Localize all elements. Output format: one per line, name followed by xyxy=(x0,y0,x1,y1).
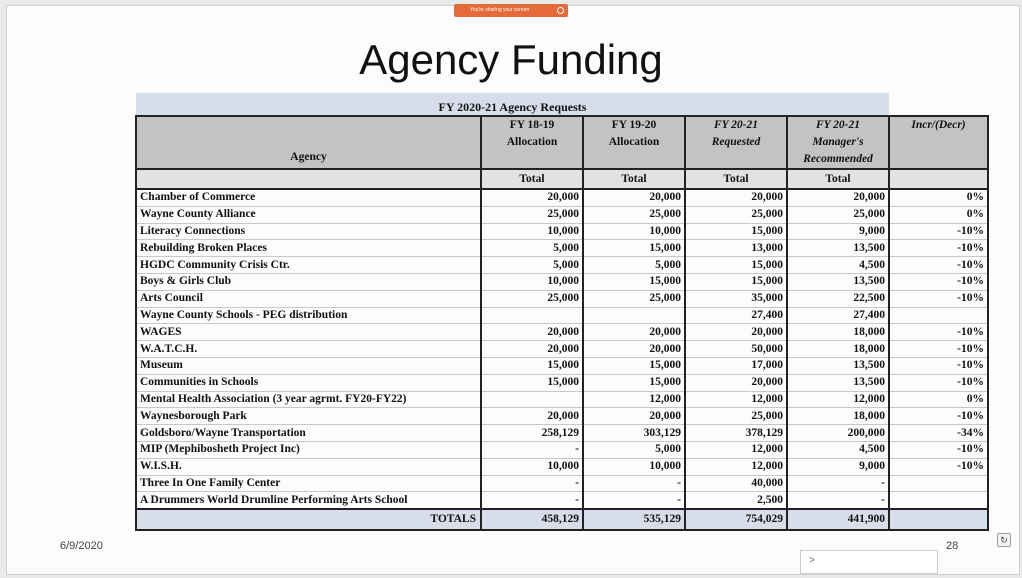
table-super-header: FY 2020-21 Agency Requests xyxy=(136,93,889,116)
agency-name: Wayne County Alliance xyxy=(136,206,481,223)
fy1920-value: 10,000 xyxy=(583,223,685,240)
table-row xyxy=(136,408,988,425)
totals-incr-decr xyxy=(889,509,988,530)
table-row xyxy=(136,341,988,358)
fy1819-value: 15,000 xyxy=(481,357,583,374)
incr-decr-value: -10% xyxy=(889,458,988,475)
subheader-total: Total xyxy=(685,169,787,189)
incr-decr-value: -10% xyxy=(889,324,988,341)
table-row xyxy=(136,475,988,492)
agency-name: W.A.T.C.H. xyxy=(136,341,481,358)
incr-decr-value: -10% xyxy=(889,357,988,374)
fy1819-value xyxy=(481,307,583,324)
fy2021-requested-value: 27,400 xyxy=(685,307,787,324)
fy2021-requested-value: 15,000 xyxy=(685,223,787,240)
fy2021-manager-value: 27,400 xyxy=(787,307,889,324)
fy1819-value: - xyxy=(481,475,583,492)
fy1920-value xyxy=(583,307,685,324)
fy2021-requested-value: 12,000 xyxy=(685,391,787,408)
agency-name: Mental Health Association (3 year agrmt. FY20-FY22) xyxy=(136,391,481,408)
fy1920-value: 10,000 xyxy=(583,458,685,475)
fy2021-requested-value: 50,000 xyxy=(685,341,787,358)
slide-page-number: 28 xyxy=(946,540,959,552)
incr-decr-value: -10% xyxy=(889,290,988,307)
agency-name: A Drummers World Drumline Performing Arts School xyxy=(136,492,481,509)
agency-name: Chamber of Commerce xyxy=(136,189,481,206)
table-row xyxy=(136,492,988,509)
fy2021-manager-value: 18,000 xyxy=(787,324,889,341)
fy1920-value: 15,000 xyxy=(583,273,685,290)
fy2021-manager-value: 13,500 xyxy=(787,240,889,257)
totals-row xyxy=(136,509,988,530)
table-row xyxy=(136,206,988,223)
fy2021-requested-value: 378,129 xyxy=(685,425,787,442)
header-fy2021-manager: FY 20-21 Manager's Recommended xyxy=(787,116,889,169)
agency-name: MIP (Mephibosheth Project Inc) xyxy=(136,441,481,458)
fy1920-value: 303,129 xyxy=(583,425,685,442)
subheader-total: Total xyxy=(787,169,889,189)
fy2021-requested-value: 20,000 xyxy=(685,324,787,341)
fy1920-value: 25,000 xyxy=(583,206,685,223)
slide-date: 6/9/2020 xyxy=(60,540,103,552)
incr-decr-value: -34% xyxy=(889,425,988,442)
table-row xyxy=(136,240,988,257)
fy1920-value: 5,000 xyxy=(583,257,685,274)
table-body xyxy=(136,189,988,509)
table-total-subheader-row xyxy=(136,169,988,189)
table-row xyxy=(136,357,988,374)
fy2021-requested-value: 20,000 xyxy=(685,189,787,206)
fy1920-value: 5,000 xyxy=(583,441,685,458)
fy2021-manager-value: 13,500 xyxy=(787,374,889,391)
fy1819-value: 20,000 xyxy=(481,324,583,341)
table-row xyxy=(136,391,988,408)
fy1920-value: 20,000 xyxy=(583,189,685,206)
table-row xyxy=(136,257,988,274)
fy2021-manager-value: - xyxy=(787,475,889,492)
fy2021-manager-value: 4,500 xyxy=(787,257,889,274)
fy1920-value: - xyxy=(583,475,685,492)
incr-decr-value: -10% xyxy=(889,240,988,257)
fy1819-value: 10,000 xyxy=(481,223,583,240)
incr-decr-value: -10% xyxy=(889,441,988,458)
fy1920-value: 20,000 xyxy=(583,408,685,425)
agency-name: Waynesborough Park xyxy=(136,408,481,425)
fy2021-requested-value: 2,500 xyxy=(685,492,787,509)
fy2021-requested-value: 15,000 xyxy=(685,273,787,290)
agency-name: Boys & Girls Club xyxy=(136,273,481,290)
fy1819-value xyxy=(481,391,583,408)
funding-table-container xyxy=(135,93,989,531)
fy2021-manager-value: 9,000 xyxy=(787,458,889,475)
header-agency: Agency xyxy=(136,116,481,169)
fy2021-manager-value: 200,000 xyxy=(787,425,889,442)
table-row xyxy=(136,425,988,442)
fy1819-value: 20,000 xyxy=(481,189,583,206)
slide-title: Agency Funding xyxy=(359,36,663,83)
fy1819-value: 25,000 xyxy=(481,206,583,223)
table-row xyxy=(136,458,988,475)
table-header-row xyxy=(136,116,988,169)
fy1819-value: 5,000 xyxy=(481,240,583,257)
table-row xyxy=(136,273,988,290)
agency-name: W.I.S.H. xyxy=(136,458,481,475)
table-row xyxy=(136,324,988,341)
agency-name: HGDC Community Crisis Ctr. xyxy=(136,257,481,274)
incr-decr-value: -10% xyxy=(889,273,988,290)
agency-name: Museum xyxy=(136,357,481,374)
fy2021-requested-value: 40,000 xyxy=(685,475,787,492)
incr-decr-value xyxy=(889,492,988,509)
fy2021-manager-value: 9,000 xyxy=(787,223,889,240)
funding-table xyxy=(135,93,989,531)
fy1819-value: - xyxy=(481,441,583,458)
header-incr-decr: Incr/(Decr) xyxy=(889,116,988,169)
header-fy2021-requested: FY 20-21 Requested xyxy=(685,116,787,169)
table-row xyxy=(136,307,988,324)
table-super-header-row xyxy=(136,93,988,116)
table-row xyxy=(136,374,988,391)
stop-share-icon[interactable] xyxy=(557,7,564,14)
totals-fy2021-manager: 441,900 xyxy=(787,509,889,530)
totals-fy1920: 535,129 xyxy=(583,509,685,530)
fy2021-manager-value: - xyxy=(787,492,889,509)
incr-decr-value xyxy=(889,307,988,324)
agency-name: Arts Council xyxy=(136,290,481,307)
subheader-total: Total xyxy=(583,169,685,189)
fy1920-value: - xyxy=(583,492,685,509)
incr-decr-value: 0% xyxy=(889,206,988,223)
table-row xyxy=(136,189,988,206)
fy1819-value: 15,000 xyxy=(481,374,583,391)
totals-fy2021-requested: 754,029 xyxy=(685,509,787,530)
fy2021-requested-value: 13,000 xyxy=(685,240,787,257)
fy1920-value: 15,000 xyxy=(583,240,685,257)
fy2021-manager-value: 20,000 xyxy=(787,189,889,206)
fy1920-value: 20,000 xyxy=(583,324,685,341)
fy1819-value: 258,129 xyxy=(481,425,583,442)
fy1819-value: 5,000 xyxy=(481,257,583,274)
fy2021-requested-value: 20,000 xyxy=(685,374,787,391)
fy2021-requested-value: 35,000 xyxy=(685,290,787,307)
fy1819-value: 10,000 xyxy=(481,273,583,290)
fy2021-requested-value: 17,000 xyxy=(685,357,787,374)
refresh-icon[interactable]: ↻ xyxy=(997,533,1011,547)
totals-label: TOTALS xyxy=(136,509,481,530)
fy1819-value: 10,000 xyxy=(481,458,583,475)
fy2021-manager-value: 18,000 xyxy=(787,341,889,358)
fy2021-requested-value: 25,000 xyxy=(685,408,787,425)
incr-decr-value: -10% xyxy=(889,341,988,358)
fy2021-requested-value: 25,000 xyxy=(685,206,787,223)
incr-decr-value: -10% xyxy=(889,408,988,425)
screen-share-banner[interactable] xyxy=(454,4,568,17)
table-row xyxy=(136,290,988,307)
fy2021-manager-value: 18,000 xyxy=(787,408,889,425)
agency-name: Rebuilding Broken Places xyxy=(136,240,481,257)
screen-share-text: You're sharing your screen xyxy=(470,7,530,13)
header-fy1920: FY 19-20 Allocation xyxy=(583,116,685,169)
fy2021-manager-value: 25,000 xyxy=(787,206,889,223)
header-fy1819: FY 18-19 Allocation xyxy=(481,116,583,169)
table-row xyxy=(136,223,988,240)
chat-prompt: > xyxy=(809,555,815,566)
fy2021-manager-value: 4,500 xyxy=(787,441,889,458)
fy2021-requested-value: 12,000 xyxy=(685,458,787,475)
agency-name: Wayne County Schools - PEG distribution xyxy=(136,307,481,324)
table-row xyxy=(136,441,988,458)
fy1819-value: 20,000 xyxy=(481,341,583,358)
agency-name: Three In One Family Center xyxy=(136,475,481,492)
fy2021-manager-value: 22,500 xyxy=(787,290,889,307)
fy2021-requested-value: 12,000 xyxy=(685,441,787,458)
fy2021-manager-value: 13,500 xyxy=(787,273,889,290)
agency-name: Communities in Schools xyxy=(136,374,481,391)
fy2021-manager-value: 13,500 xyxy=(787,357,889,374)
fy1920-value: 15,000 xyxy=(583,374,685,391)
fy1819-value: - xyxy=(481,492,583,509)
incr-decr-value: -10% xyxy=(889,223,988,240)
incr-decr-value: -10% xyxy=(889,257,988,274)
chat-input[interactable] xyxy=(800,550,938,574)
fy2021-requested-value: 15,000 xyxy=(685,257,787,274)
totals-fy1819: 458,129 xyxy=(481,509,583,530)
agency-name: WAGES xyxy=(136,324,481,341)
subheader-total: Total xyxy=(481,169,583,189)
fy1819-value: 25,000 xyxy=(481,290,583,307)
fy1920-value: 12,000 xyxy=(583,391,685,408)
fy2021-manager-value: 12,000 xyxy=(787,391,889,408)
fy1920-value: 20,000 xyxy=(583,341,685,358)
fy1920-value: 15,000 xyxy=(583,357,685,374)
incr-decr-value xyxy=(889,475,988,492)
incr-decr-value: -10% xyxy=(889,374,988,391)
agency-name: Goldsboro/Wayne Transportation xyxy=(136,425,481,442)
fy1920-value: 25,000 xyxy=(583,290,685,307)
incr-decr-value: 0% xyxy=(889,189,988,206)
agency-name: Literacy Connections xyxy=(136,223,481,240)
incr-decr-value: 0% xyxy=(889,391,988,408)
fy1819-value: 20,000 xyxy=(481,408,583,425)
